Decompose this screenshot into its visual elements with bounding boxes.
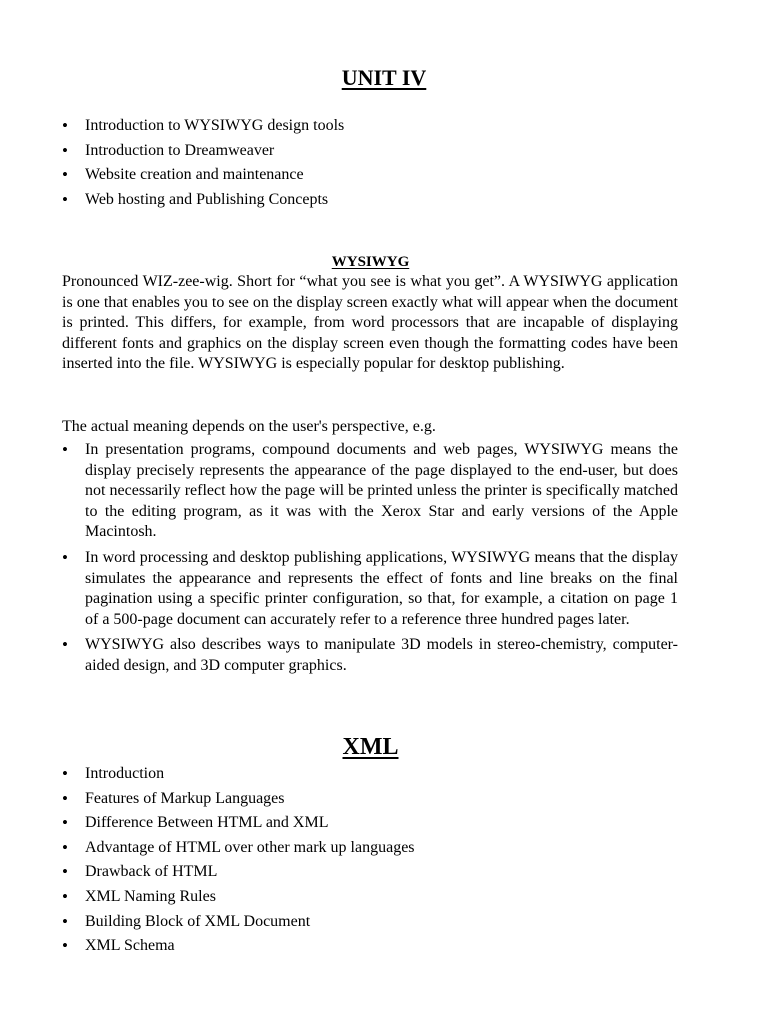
bullet-icon: • [62,635,68,655]
bullet-icon: • [62,788,68,808]
list-item [62,836,682,861]
list-item [62,114,682,139]
xml-title [0,729,741,765]
list-item [62,635,678,676]
list-item [62,548,678,630]
unit-title-text: UNIT IV [341,65,427,90]
list-item [62,934,682,959]
list-item [62,188,682,213]
bullet-icon: • [62,440,68,459]
topic-label: Introduction to WYSIWYG design tools [85,117,345,134]
topic-label: Introduction [85,765,165,782]
list-item [62,811,682,836]
bullet-icon: • [62,813,68,833]
topic-label: Building Block of XML Document [85,912,311,930]
list-item [62,440,678,543]
bullet-icon: • [62,862,68,882]
bullet-icon: • [62,837,68,857]
bullet-icon: • [62,911,68,931]
point-text: WYSIWYG also describes ways to manipulate 3D models in stereo-chemistry, computer-aided design, and 3D computer graphics. [85,636,678,674]
xml-topic-list [62,762,682,959]
bullet-icon: • [62,140,68,160]
list-item [62,762,682,787]
point-text: In presentation programs, compound documents and web pages, WYSIWYG means the display precisely represents the appearance of the page displayed to the end-user, but does not necessarily reflect how the page will be printed unless the printer is specifically matched to the editing program, as it was with the Xerox Star and early versions of the Apple Macintosh. [85,441,678,541]
topic-label: Advantage of HTML over other mark up languages [85,838,415,856]
topic-label: Difference Between HTML and XML [85,814,329,832]
topic-label: Features of Markup Languages [85,789,285,807]
bullet-icon: • [62,764,68,783]
unit-topic-list [62,114,682,212]
list-item [62,787,682,812]
topic-label: XML Schema [85,937,175,955]
bullet-icon: • [62,116,68,135]
xml-title-text: XML [342,734,399,760]
topic-label: Drawback of HTML [85,863,218,881]
unit-title [0,61,768,95]
bullet-icon: • [62,936,68,956]
list-item [62,139,682,164]
wysiwyg-points-list [62,440,678,682]
list-item [62,885,682,910]
bullet-icon: • [62,886,68,906]
wysiwyg-heading [0,251,741,273]
bullet-icon: • [62,547,68,567]
wysiwyg-heading-text: WYSIWYG [331,254,410,270]
list-item [62,860,682,885]
topic-label: XML Naming Rules [85,887,216,905]
perspective-paragraph: The actual meaning depends on the user's perspective, e.g. [62,418,436,435]
topic-label: Introduction to Dreamweaver [85,141,275,159]
list-item [62,163,682,188]
bullet-icon: • [62,189,68,209]
topic-label: Web hosting and Publishing Concepts [85,190,329,208]
list-item [62,910,682,935]
topic-label: Website creation and maintenance [85,166,304,184]
wysiwyg-intro-paragraph: Pronounced WIZ-zee-wig. Short for “what you see is what you get”. A WYSIWYG application is one that enables you to see on the display screen exactly what will appear when the document is printed. This differs, for example, from word processors that are incapable of displaying different fonts and graphics on the display screen even though the formatting codes have been inserted into the file. WYSIWYG is especially popular for desktop publishing. [62,273,678,373]
point-text: In word processing and desktop publishing applications, WYSIWYG means that the display simulates the appearance and represents the effect of fonts and line breaks on the final pagination using a specific printer configuration, so that, for example, a citation on page 1 of a 500-page document can accurately refer to a reference three hundred pages later. [85,548,678,628]
bullet-icon: • [62,165,68,185]
